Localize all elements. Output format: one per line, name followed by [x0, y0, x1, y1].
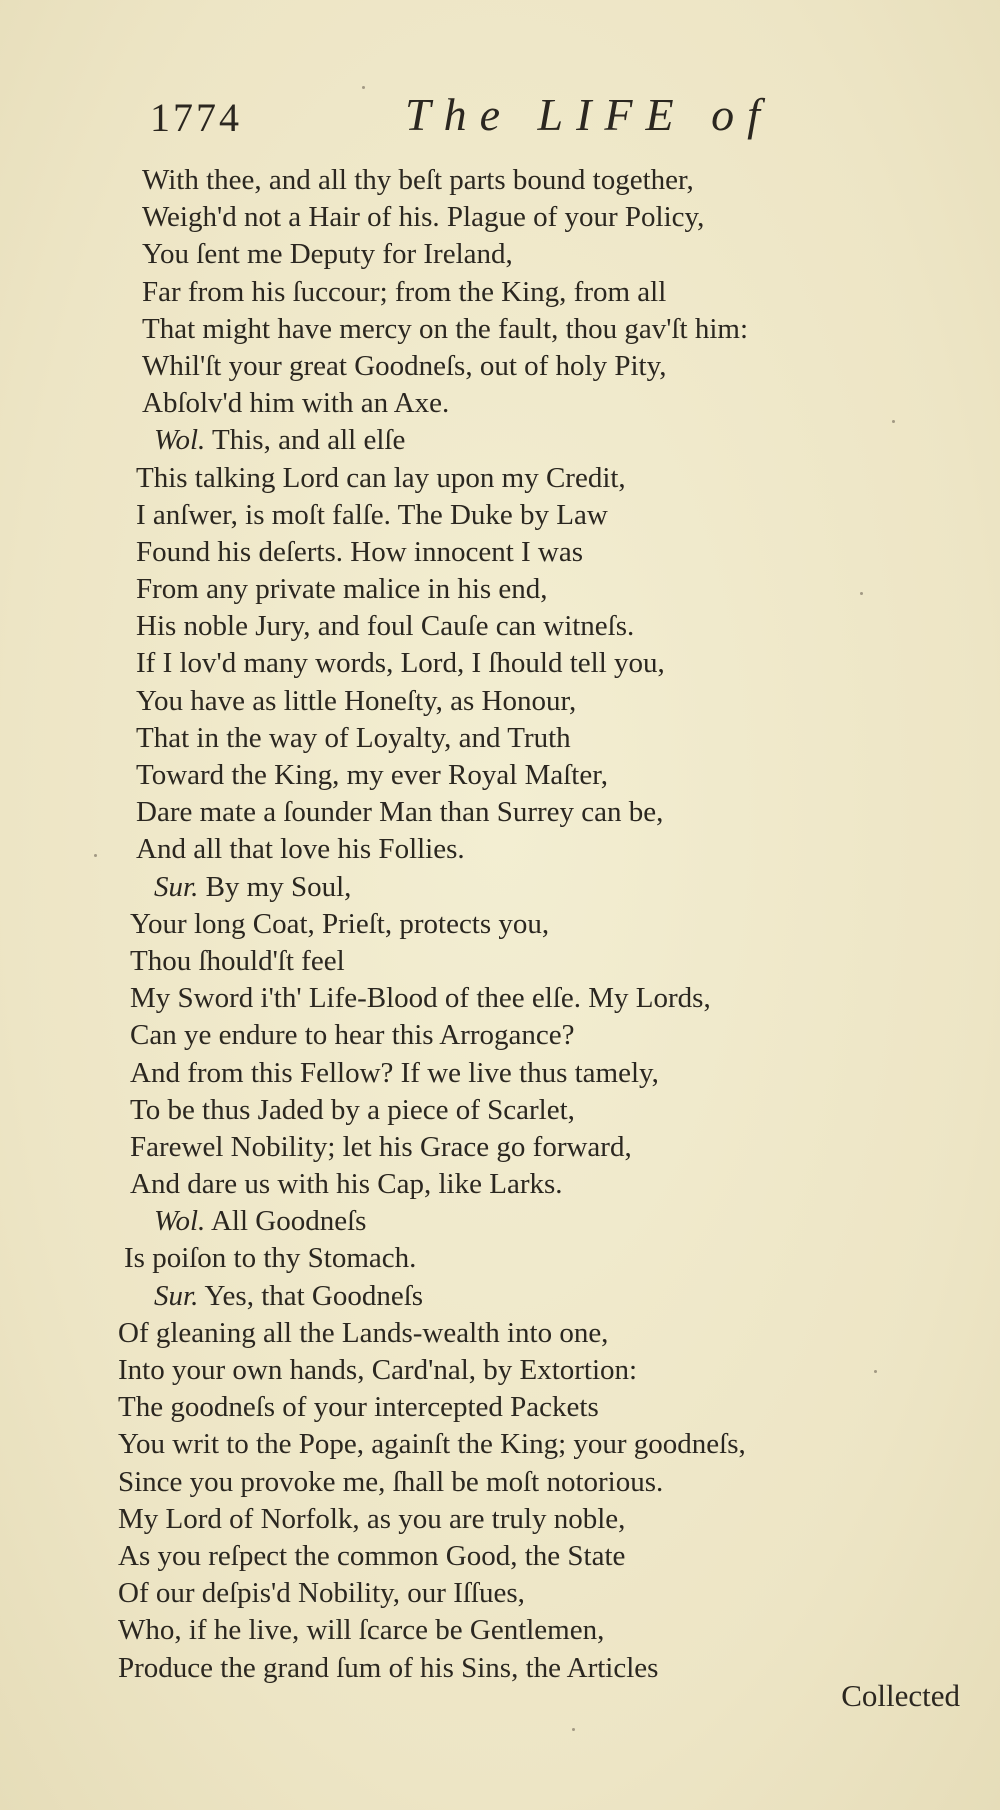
text-line — [118, 1575, 978, 1612]
text-line — [118, 1389, 978, 1426]
line-text: This talking Lord can lay upon my Credit, — [136, 461, 626, 494]
text-line — [118, 1538, 978, 1575]
text-line — [118, 497, 978, 534]
speaker-name: Sur. — [154, 1279, 199, 1312]
text-line — [118, 1129, 978, 1166]
line-text: And from this Fellow? If we live thus tamely, — [130, 1056, 659, 1089]
line-text: From any private malice in his end, — [136, 573, 548, 606]
line-text: Can ye endure to hear this Arrogance? — [130, 1019, 575, 1052]
line-text: Toward the King, my ever Royal Maſter, — [136, 759, 608, 791]
text-line — [118, 1240, 978, 1277]
play-text — [118, 162, 978, 1687]
text-line — [118, 1464, 978, 1501]
line-text: His noble Jury, and foul Cauſe can witneſs. — [136, 610, 635, 643]
running-title: The LIFE of — [405, 89, 773, 140]
line-text: By my Soul, — [198, 870, 352, 903]
text-line — [118, 980, 978, 1017]
text-line — [118, 1315, 978, 1352]
line-text: You writ to the Pope, againſt the King; your goodneſs, — [118, 1428, 746, 1461]
text-line — [118, 1203, 978, 1240]
paper-speck — [874, 1370, 877, 1373]
text-line — [118, 1017, 978, 1054]
line-text: That might have mercy on the fault, thou gav'ſt him: — [142, 312, 749, 345]
line-text: All Goodneſs — [205, 1205, 367, 1238]
text-line — [118, 683, 978, 720]
speaker-name: Wol. — [154, 1205, 206, 1238]
line-text: Is poiſon to thy Stomach. — [124, 1242, 417, 1275]
text-line — [118, 162, 978, 199]
line-text: You ſent me Deputy for Ireland, — [142, 238, 513, 271]
text-line — [118, 1166, 978, 1203]
line-text: Produce the grand ſum of his Sins, the Articles — [118, 1651, 659, 1684]
text-line — [118, 794, 978, 831]
text-line — [118, 385, 978, 422]
line-text: The goodneſs of your intercepted Packets — [118, 1391, 599, 1424]
line-text: Who, if he live, will ſcarce be Gentlemen, — [118, 1614, 605, 1647]
line-text: As you reſpect the common Good, the State — [118, 1539, 626, 1572]
text-line — [118, 943, 978, 980]
line-text: Your long Coat, Prieſt, protects you, — [130, 907, 550, 940]
line-text: Found his deſerts. How innocent I was — [136, 535, 584, 568]
paper-speck — [572, 1728, 575, 1731]
paper-speck — [94, 854, 97, 857]
page-number: 1774 — [150, 95, 242, 140]
text-line — [118, 645, 978, 682]
line-text: And all that love his Follies. — [136, 833, 465, 866]
text-line — [118, 199, 978, 236]
text-line — [118, 274, 978, 311]
text-line — [118, 571, 978, 608]
line-text: Into your own hands, Card'nal, by Extortion: — [118, 1354, 638, 1386]
text-line — [118, 1278, 978, 1315]
text-line — [118, 720, 978, 757]
line-text: My Sword i'th' Life-Blood of thee elſe. My Lords, — [130, 982, 711, 1015]
line-text: Of gleaning all the Lands-wealth into one, — [118, 1316, 609, 1349]
line-text: Since you provoke me, ſhall be moſt notorious. — [118, 1465, 664, 1498]
text-line — [118, 608, 978, 645]
line-text: You have as little Honeſty, as Honour, — [136, 684, 577, 717]
catchword: Collected — [841, 1678, 960, 1713]
line-text: Weigh'd not a Hair of his. Plague of your Policy, — [142, 201, 705, 234]
text-line — [118, 534, 978, 571]
line-text: With thee, and all thy beſt parts bound together, — [142, 164, 694, 196]
text-line — [118, 422, 978, 459]
text-line — [118, 757, 978, 794]
speaker-name: Sur. — [154, 870, 199, 903]
line-text: To be thus Jaded by a piece of Scarlet, — [130, 1093, 575, 1126]
paper-speck — [892, 420, 895, 423]
text-line — [118, 1092, 978, 1129]
line-text: My Lord of Norfolk, as you are truly noble, — [118, 1502, 626, 1535]
text-line — [118, 831, 978, 868]
paper-speck — [860, 592, 863, 595]
line-text: And dare us with his Cap, like Larks. — [130, 1168, 563, 1201]
line-text: Farewel Nobility; let his Grace go forward, — [130, 1130, 632, 1163]
line-text: Whil'ſt your great Goodneſs, out of holy Pity, — [142, 349, 667, 382]
text-line — [118, 460, 978, 497]
line-text: Of our deſpis'd Nobility, our Iſſues, — [118, 1577, 525, 1610]
speaker-name: Wol. — [154, 424, 206, 457]
line-text: Yes, that Goodneſs — [198, 1279, 424, 1312]
paper-speck — [362, 86, 365, 89]
line-text: Abſolv'd him with an Axe. — [142, 387, 450, 420]
line-text: I anſwer, is moſt falſe. The Duke by Law — [136, 498, 608, 531]
line-text: Far from his ſuccour; from the King, from all — [142, 275, 667, 308]
text-line — [118, 1612, 978, 1649]
page-header — [150, 88, 773, 148]
text-line — [118, 1501, 978, 1538]
line-text: If I lov'd many words, Lord, I ſhould tell you, — [136, 647, 665, 680]
text-line — [118, 1055, 978, 1092]
text-line — [118, 869, 978, 906]
line-text: Dare mate a ſounder Man than Surrey can be, — [136, 796, 664, 829]
text-line — [118, 1352, 978, 1389]
text-line — [118, 348, 978, 385]
line-text: That in the way of Loyalty, and Truth — [136, 721, 571, 754]
text-line — [118, 311, 978, 348]
text-line — [118, 906, 978, 943]
text-line — [118, 1426, 978, 1463]
text-line — [118, 236, 978, 273]
line-text: This, and all elſe — [205, 424, 406, 457]
line-text: Thou ſhould'ſt feel — [130, 944, 345, 977]
